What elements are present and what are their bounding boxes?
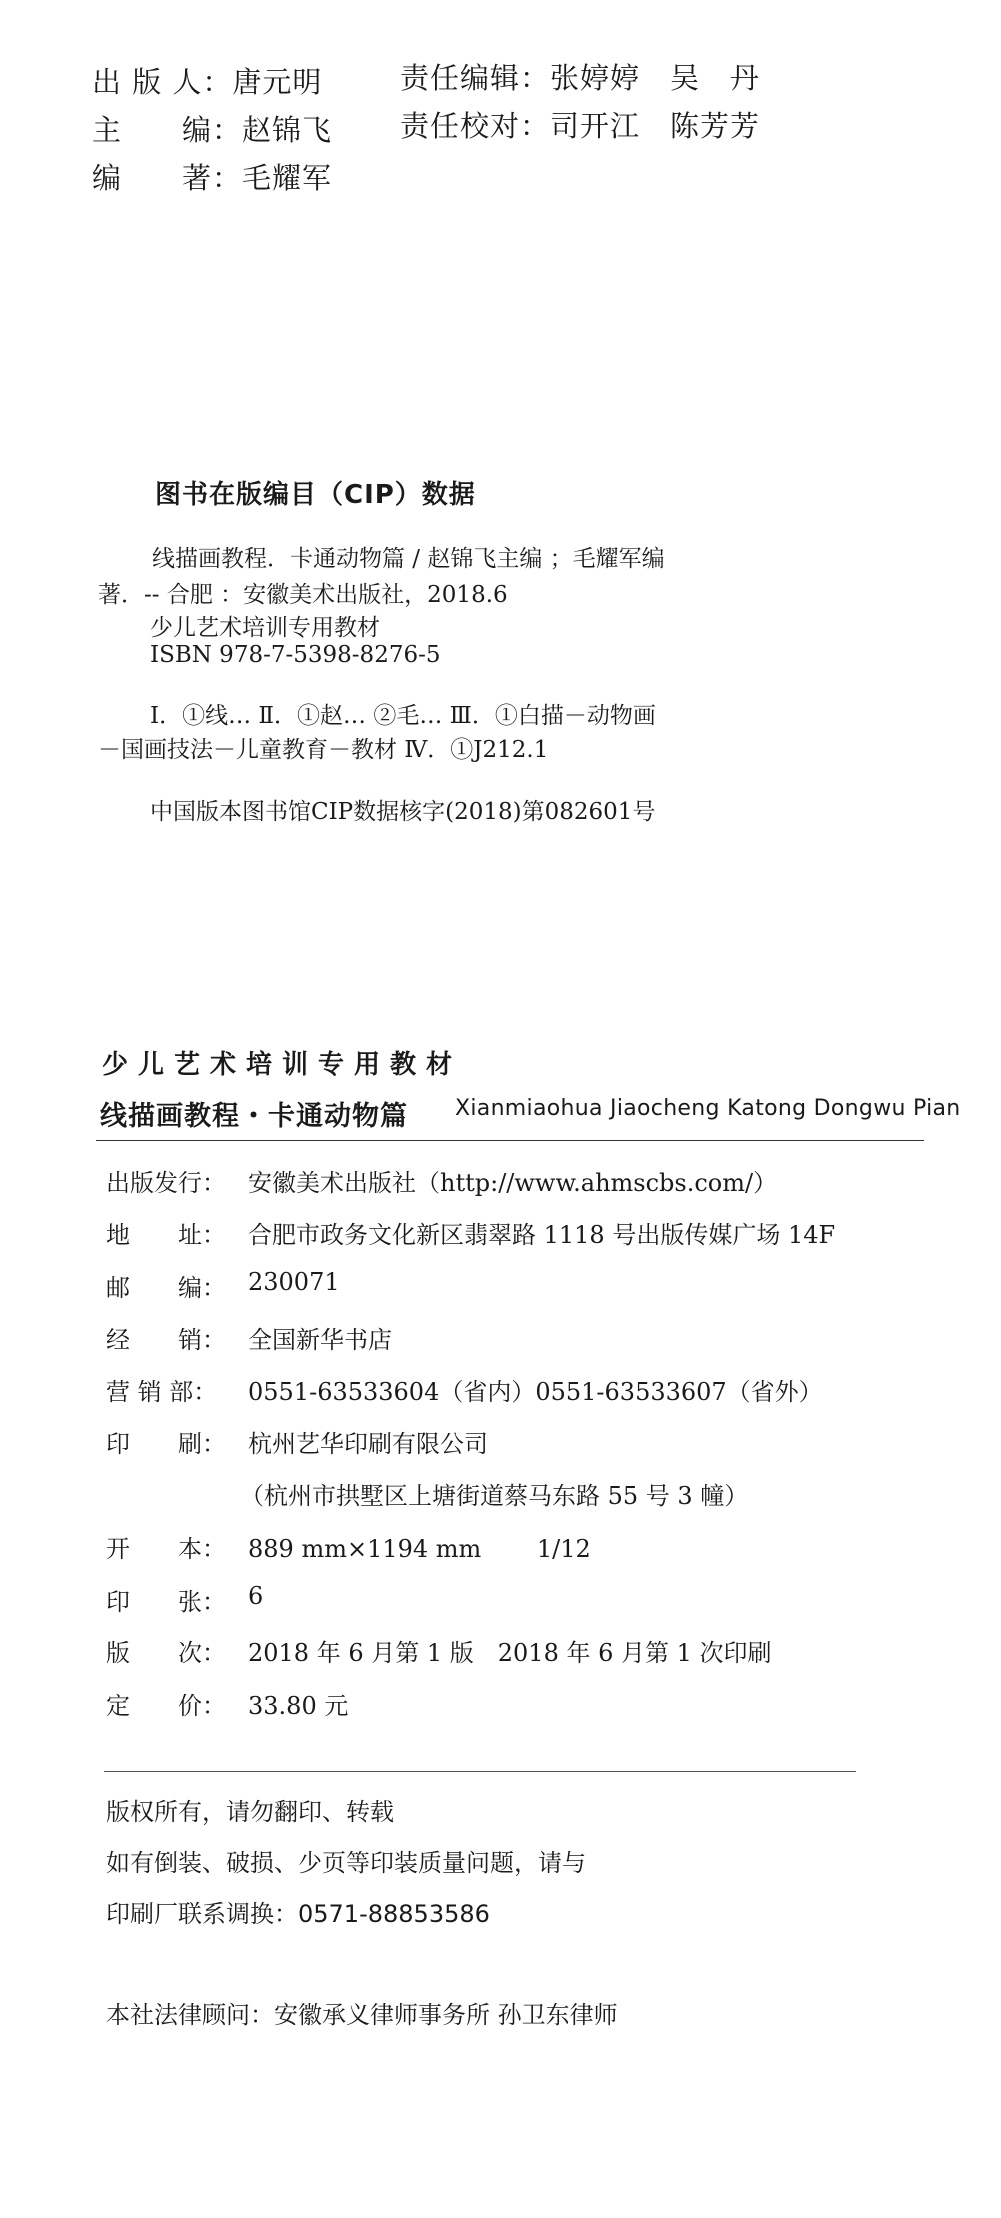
legal-counsel: 本社法律顾问：安徽承义律师事务所 孙卫东律师 [106, 2001, 618, 2029]
detail-label: 印 张： [106, 1588, 226, 1616]
detail-label: 出版发行： [106, 1169, 226, 1197]
chief-editor: 主 编：赵锦飞 [92, 113, 333, 147]
quality-notice-2: 印刷厂联系调换：0571-88853586 [106, 1900, 490, 1928]
cip-title: 图书在版编目（CIP）数据 [155, 480, 476, 510]
cip-line-6: －国画技法－儿童教育－教材 Ⅳ．①J212.1 [98, 737, 549, 763]
detail-label: 营 销 部： [106, 1378, 218, 1406]
cip-record: 中国版本图书馆CIP数据核字(2018)第082601号 [150, 799, 656, 825]
detail-label: 地 址： [106, 1221, 226, 1249]
title-divider [96, 1140, 924, 1141]
detail-label: 版 次： [106, 1639, 226, 1667]
responsible-editor: 责任编辑：张婷婷 吴 丹 [400, 61, 761, 95]
book-title-pinyin: Xianmiaohua Jiaocheng Katong Dongwu Pian [455, 1096, 961, 1121]
detail-value: 全国新华书店 [248, 1326, 392, 1354]
copyright-notice: 版权所有，请勿翻印、转载 [106, 1798, 394, 1826]
footer-divider [104, 1771, 856, 1772]
detail-label: 开 本： [106, 1535, 226, 1563]
detail-label: 定 价： [106, 1692, 226, 1720]
book-title: 线描画教程・卡通动物篇 [100, 1101, 408, 1132]
proofreader: 责任校对：司开江 陈芳芳 [400, 109, 761, 143]
quality-notice-1: 如有倒装、破损、少页等印装质量问题，请与 [106, 1849, 586, 1877]
detail-label: 经 销： [106, 1326, 226, 1354]
detail-label: 印 刷： [106, 1430, 226, 1458]
detail-value: 安徽美术出版社（http://www.ahmscbs.com/） [248, 1169, 778, 1197]
detail-value: 6 [248, 1582, 264, 1610]
cip-line-2: 著．-- 合肥 ：安徽美术出版社，2018.6 [98, 582, 508, 608]
detail-value: 33.80 元 [248, 1692, 349, 1720]
author: 编 著：毛耀军 [92, 161, 333, 195]
detail-label: 邮 编： [106, 1274, 226, 1302]
cip-isbn: ISBN 978-7-5398-8276-5 [150, 642, 441, 668]
cip-line-5: Ⅰ．①线… Ⅱ．①赵… ②毛… Ⅲ．①白描－动物画 [150, 703, 656, 729]
publisher-person: 出 版 人：唐元明 [92, 65, 323, 99]
detail-value: 合肥市政务文化新区翡翠路 1118 号出版传媒广场 14F [248, 1221, 836, 1249]
detail-value: 杭州艺华印刷有限公司 [248, 1430, 488, 1458]
cip-line-1: 线描画教程．卡通动物篇 / 赵锦飞主编 ；毛耀军编 [152, 546, 665, 572]
detail-value: 0551-63533604（省内）0551-63533607（省外） [248, 1378, 823, 1406]
detail-value: （杭州市拱墅区上塘街道蔡马东路 55 号 3 幢） [240, 1482, 749, 1510]
cip-line-3: 少儿艺术培训专用教材 [150, 615, 380, 641]
detail-value: 2018 年 6 月第 1 版 2018 年 6 月第 1 次印刷 [248, 1639, 772, 1667]
series-name: 少儿艺术培训专用教材 [102, 1050, 463, 1080]
detail-value: 230071 [248, 1268, 340, 1296]
detail-value: 889 mm×1194 mm 1/12 [248, 1535, 591, 1563]
